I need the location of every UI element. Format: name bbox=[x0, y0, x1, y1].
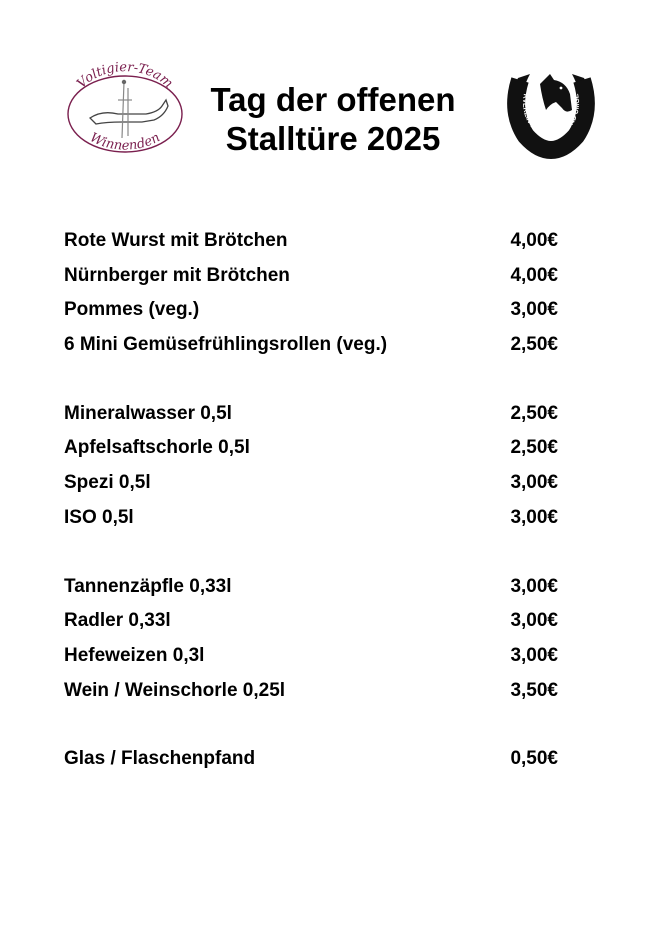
logo-top-text: Voltigier-Team bbox=[74, 60, 176, 92]
menu-item-price: 4,00€ bbox=[510, 230, 558, 251]
menu-item-name: 6 Mini Gemüsefrühlingsrollen (veg.) bbox=[64, 334, 388, 356]
menu-item-price: 3,00€ bbox=[510, 299, 558, 321]
menu-item bbox=[64, 265, 558, 300]
menu-item-name: Tannenzäpfle 0,33l bbox=[64, 575, 232, 597]
menu-item-price: 3,00€ bbox=[510, 472, 558, 494]
page-title bbox=[180, 80, 486, 158]
menu-item-price: 3,50€ bbox=[510, 679, 558, 701]
menu-item-name: Mineralwasser 0,5l bbox=[64, 402, 232, 424]
header bbox=[0, 0, 666, 200]
title-line-1: Tag der offenen bbox=[210, 81, 456, 118]
menu-item-name: Glas / Flaschenpfand bbox=[64, 748, 256, 770]
menu-item-price: 3,00€ bbox=[510, 644, 558, 666]
menu-item-price: 0,50€ bbox=[510, 748, 558, 770]
menu-item bbox=[64, 507, 558, 542]
menu-item-price: 2,50€ bbox=[510, 334, 558, 356]
menu-item bbox=[64, 610, 558, 645]
title-line-2: Stalltüre 2025 bbox=[225, 120, 441, 157]
reiterverein-logo bbox=[506, 64, 596, 160]
menu-group-deposit bbox=[64, 748, 558, 783]
menu-item bbox=[64, 472, 558, 507]
menu-item bbox=[64, 334, 558, 369]
menu-group-alcoholic-drinks bbox=[64, 576, 558, 715]
menu-group-food bbox=[64, 230, 558, 369]
menu-item-name: Pommes (veg.) bbox=[64, 299, 200, 321]
menu-item-price: 4,00€ bbox=[510, 264, 558, 286]
menu-item-price: 3,00€ bbox=[510, 575, 558, 597]
menu-item-name: Nürnberger mit Brötchen bbox=[64, 264, 290, 286]
menu-item bbox=[64, 403, 558, 438]
voltigier-team-logo bbox=[62, 60, 188, 160]
menu-item bbox=[64, 230, 558, 265]
menu-item bbox=[64, 576, 558, 611]
menu-item-name: Spezi 0,5l bbox=[64, 472, 151, 494]
menu-item-name: ISO 0,5l bbox=[64, 506, 134, 528]
menu-item-name: Wein / Weinschorle 0,25l bbox=[64, 679, 286, 701]
menu-item-name: Apfelsaftschorle 0,5l bbox=[64, 437, 250, 459]
voltigier-team-logo-graphic bbox=[62, 60, 188, 160]
svg-text:Winnenden bbox=[87, 130, 162, 153]
menu-item bbox=[64, 645, 558, 680]
menu-item-price: 3,00€ bbox=[510, 506, 558, 528]
menu-item-price: 2,50€ bbox=[510, 437, 558, 459]
menu-item-name: Hefeweizen 0,3l bbox=[64, 644, 205, 666]
menu-list bbox=[64, 230, 558, 817]
menu-item-price: 3,00€ bbox=[510, 610, 558, 632]
horseshoe-text: RVEREIN WINNENDEN UND UMGE bbox=[520, 93, 582, 140]
horseshoe-icon bbox=[506, 64, 596, 160]
menu-item-name: Rote Wurst mit Brötchen bbox=[64, 230, 288, 251]
menu-item bbox=[64, 680, 558, 715]
menu-group-soft-drinks bbox=[64, 403, 558, 542]
menu-item bbox=[64, 437, 558, 472]
menu-item bbox=[64, 299, 558, 334]
menu-item-name: Radler 0,33l bbox=[64, 610, 171, 632]
menu-item-price: 2,50€ bbox=[510, 402, 558, 424]
logo-bottom-text: Winnenden bbox=[87, 130, 163, 154]
menu-item bbox=[64, 748, 558, 783]
